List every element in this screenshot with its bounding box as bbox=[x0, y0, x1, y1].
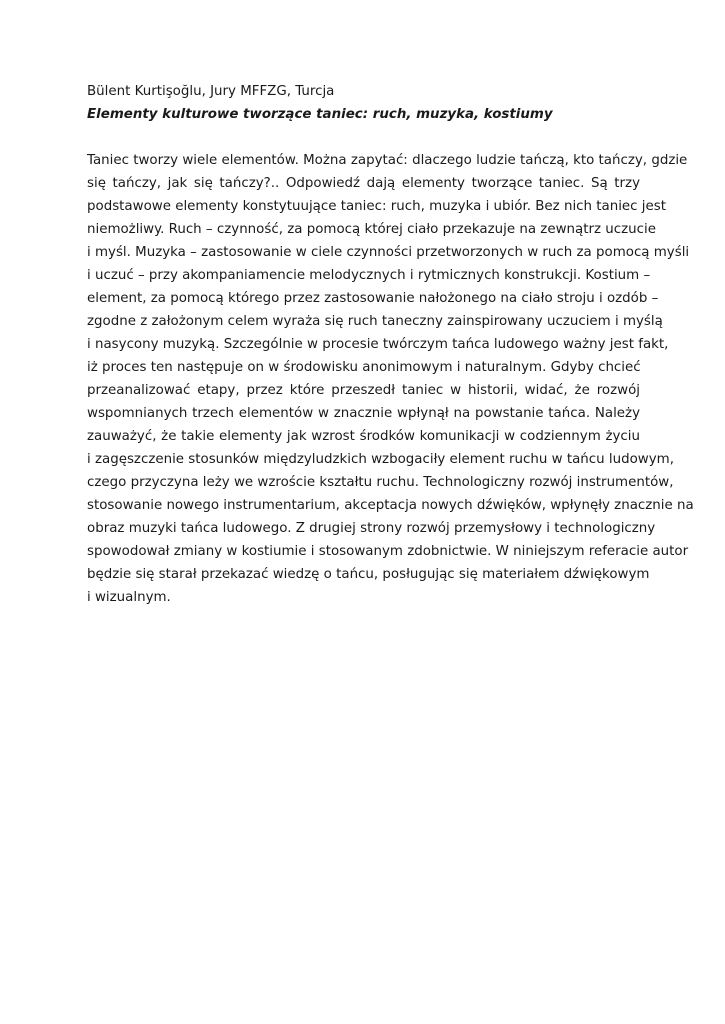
paragraph-line: stosowanie nowego instrumentarium, akceptacja nowych dźwięków, wpłynęły znacznie na bbox=[87, 498, 694, 513]
paragraph-line: element, za pomocą którego przez zastosowanie nałożonego na ciało stroju i ozdób – bbox=[87, 291, 659, 306]
paragraph-line: i uczuć – przy akompaniamencie melodycznych i rytmicznych konstrukcji. Kostium – bbox=[87, 268, 651, 283]
paragraph-line: przeanalizować etapy, przez które przeszedł taniec w historii, widać, że rozwój bbox=[87, 383, 640, 398]
paragraph-line: Taniec tworzy wiele elementów. Można zapytać: dlaczego ludzie tańczą, kto tańczy, gdzie bbox=[87, 153, 688, 168]
paragraph-line: zgodne z założonym celem wyraża się ruch taneczny zainspirowany uczuciem i myślą bbox=[87, 314, 663, 329]
paragraph-line: iż proces ten następuje on w środowisku anonimowym i naturalnym. Gdyby chcieć bbox=[87, 360, 641, 375]
paragraph-line: spowodował zmiany w kostiumie i stosowanym zdobnictwie. W niniejszym referacie autor bbox=[87, 544, 689, 559]
author-line: Bülent Kurtişoğlu, Jury MFFZG, Turcja bbox=[87, 84, 335, 99]
paragraph-line: i zagęszczenie stosunków międzyludzkich wzbogaciły element ruchu w tańcu ludowym, bbox=[87, 452, 674, 467]
paragraph-line: czego przyczyna leży we wzroście kształtu ruchu. Technologiczny rozwój instrumentów, bbox=[87, 475, 674, 490]
document-page bbox=[87, 80, 694, 609]
paragraph-line: zauważyć, że takie elementy jak wzrost środków komunikacji w codziennym życiu bbox=[87, 429, 640, 444]
paragraph-line: i myśl. Muzyka – zastosowanie w ciele czynności przetworzonych w ruch za pomocą myśli bbox=[87, 245, 690, 260]
document-title: Elementy kulturowe tworzące taniec: ruch, muzyka, kostiumy bbox=[87, 107, 553, 122]
paragraph-line: i wizualnym. bbox=[87, 590, 171, 605]
paragraph-line: podstawowe elementy konstytuujące taniec: ruch, muzyka i ubiór. Bez nich taniec jest bbox=[87, 199, 666, 214]
paragraph-line: będzie się starał przekazać wiedzę o tańcu, posługując się materiałem dźwiękowym bbox=[87, 567, 650, 582]
body-paragraph bbox=[87, 149, 694, 609]
paragraph-line: niemożliwy. Ruch – czynność, za pomocą której ciało przekazuje na zewnątrz uczucie bbox=[87, 222, 656, 237]
paragraph-line: obraz muzyki tańca ludowego. Z drugiej strony rozwój przemysłowy i technologiczny bbox=[87, 521, 656, 536]
paragraph-line: i nasycony muzyką. Szczególnie w procesie twórczym tańca ludowego ważny jest fakt, bbox=[87, 337, 669, 352]
paragraph-line: wspomnianych trzech elementów w znacznie wpłynął na powstanie tańca. Należy bbox=[87, 406, 640, 421]
paragraph-line: się tańczy, jak się tańczy?.. Odpowiedź dają elementy tworzące taniec. Są trzy bbox=[87, 176, 640, 191]
